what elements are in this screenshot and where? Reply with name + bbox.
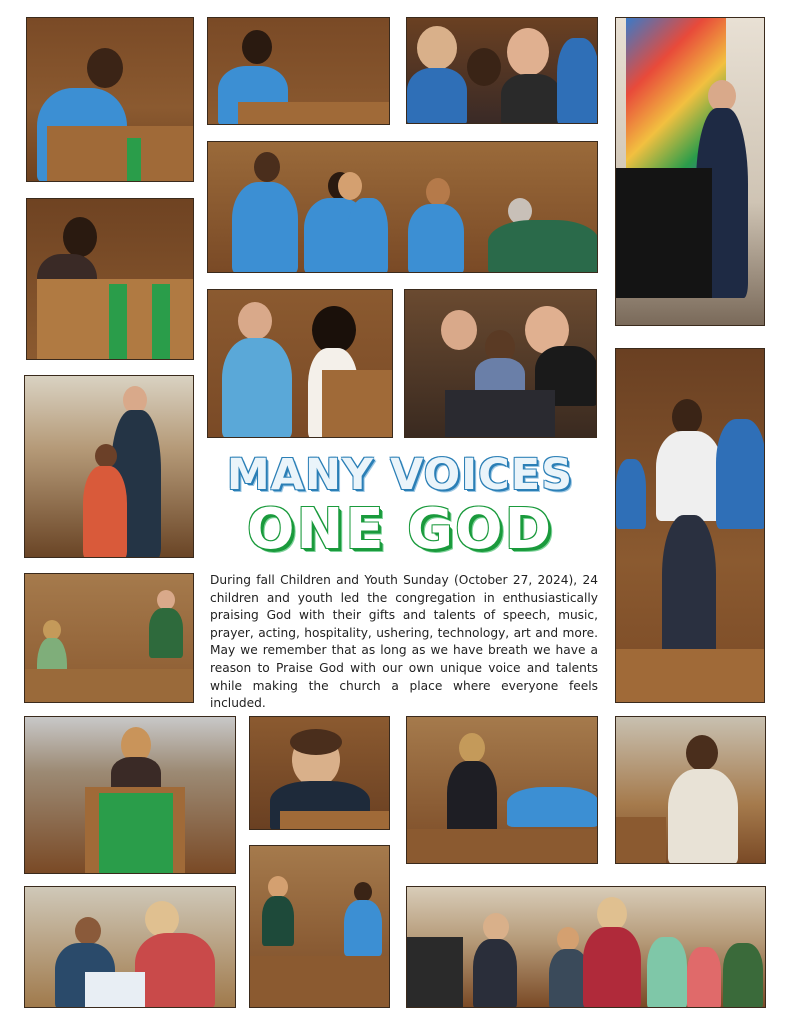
photo-boy-reading-before-choir	[615, 348, 765, 703]
photo-children-procession	[406, 886, 766, 1008]
photo-kids-with-bags	[24, 886, 236, 1008]
photo-girl-at-lectern-green-stole	[26, 198, 194, 360]
photo-boy-choir-at-lectern	[207, 17, 390, 125]
photo-girl-reading-at-lectern	[26, 17, 194, 182]
photo-youth-choir-singing	[207, 141, 598, 273]
photo-woman-and-choir	[406, 716, 598, 864]
body-paragraph: During fall Children and Youth Sunday (October 27, 2024), 24 children and youth led the congregation in enthusiastically praising God with their gifts and talents of speech, music, prayer, acting, hospitality, ushering, technology, art and more. May we remember that as long as we have breath we have a reason to Praise God with our own unique voice and talents while making the church a place where everyone feels included.	[210, 573, 598, 711]
photo-girl-at-pulpit-with-cross-banner	[24, 716, 236, 874]
photo-readers-at-lectern	[207, 289, 393, 438]
photo-girl-with-microphone	[615, 716, 766, 864]
photo-boy-at-pulpit	[249, 716, 390, 830]
photo-readers-in-chancel	[24, 573, 194, 703]
photo-tech-booth-laptop	[404, 289, 597, 438]
photo-youth-in-chancel-wide	[249, 845, 390, 1008]
photo-boy-playing-piano	[615, 17, 765, 326]
photo-usher-and-girl-in-aisle	[24, 375, 194, 558]
photo-choir-close-up	[406, 17, 598, 124]
title-line-2: ONE GOD	[246, 497, 554, 562]
title-line-1: MANY VOICES	[226, 450, 574, 500]
